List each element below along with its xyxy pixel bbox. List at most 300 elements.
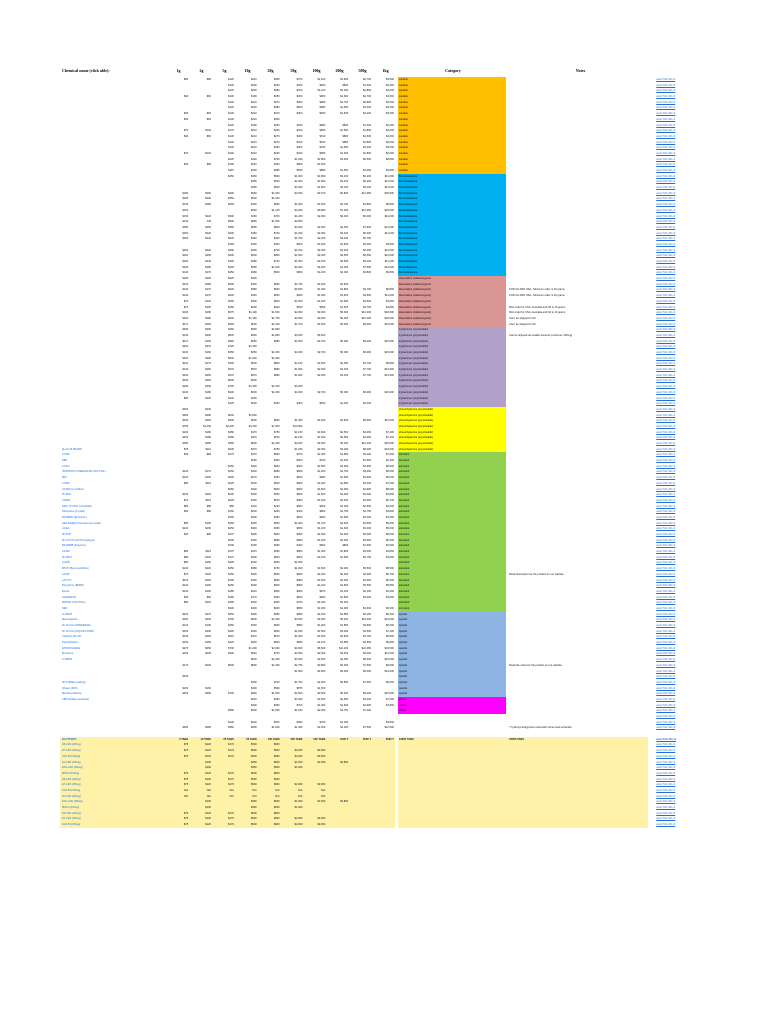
website-link[interactable]: www.TGC-RC.nl bbox=[656, 123, 676, 127]
website-link[interactable]: www.TGC-RC.nl bbox=[656, 794, 676, 798]
website-link[interactable]: www.TGC-RC.nl bbox=[656, 589, 676, 593]
website-link[interactable]: www.TGC-RC.nl bbox=[656, 442, 676, 445]
price-cell: $350 bbox=[250, 288, 257, 292]
blotter-name-cell[interactable]: ETH-LAD [150ug] bbox=[60, 765, 166, 771]
price-cell: $310 bbox=[296, 140, 303, 144]
price-cell: $170 bbox=[250, 595, 257, 599]
website-link[interactable]: www.TGC-RC.nl bbox=[656, 538, 676, 542]
website-link[interactable]: www.TGC-RC.nl bbox=[656, 282, 676, 286]
website-link[interactable]: www.TGC-RC.nl bbox=[656, 561, 676, 565]
website-link[interactable]: www.TGC-RC.nl bbox=[656, 459, 676, 463]
website-link[interactable]: www.TGC-RC.nl bbox=[656, 351, 676, 354]
website-link[interactable]: www.TGC-RC.nl bbox=[656, 777, 676, 781]
category-cell: opioids bbox=[398, 651, 506, 657]
price-cell: $350 bbox=[250, 186, 257, 190]
website-link[interactable]: www.TGC-RC.nl bbox=[656, 203, 676, 207]
blotter-price-cell: $500 bbox=[235, 811, 258, 817]
website-link[interactable]: www.TGC-RC.nl bbox=[656, 214, 676, 218]
price-cell: $6,200 bbox=[363, 174, 372, 178]
chemical-name-cell[interactable]: O-DSMT bbox=[62, 612, 73, 616]
price-cell: $6,750 bbox=[363, 237, 372, 241]
category-cell: tryptamines (psychedelic) bbox=[398, 396, 506, 402]
chemical-name-cell[interactable]: 3-FPM (crystalline) bbox=[62, 487, 84, 491]
website-link[interactable]: www.TGC-RC.nl bbox=[656, 430, 676, 434]
website-link[interactable]: www.TGC-RC.nl bbox=[656, 379, 676, 383]
website-link[interactable]: www.TGC-RC.nl bbox=[656, 333, 676, 337]
price-cell: $1,200 bbox=[294, 248, 303, 252]
price-cell: $7,500 bbox=[363, 663, 372, 667]
blotter-name-cell[interactable]: ALD-52 [150ug] bbox=[60, 822, 166, 828]
price-cell: $190 bbox=[228, 151, 234, 155]
price-cell: $5,000 bbox=[385, 578, 394, 582]
chemical-name-cell[interactable]: Eurolo bbox=[62, 589, 70, 593]
website-link[interactable]: www.TGC-RC.nl bbox=[656, 658, 676, 662]
chemical-name-cell[interactable]: a-PCYP bbox=[62, 578, 72, 582]
chemical-name-cell[interactable]: a-PHP bbox=[62, 572, 70, 576]
website-link[interactable]: www.TGC-RC.nl bbox=[656, 169, 676, 172]
chemical-name-cell[interactable]: Benzylone (BMDP) bbox=[62, 584, 85, 588]
website-link[interactable]: www.TGC-RC.nl bbox=[656, 811, 676, 815]
website-link[interactable]: www.TGC-RC.nl bbox=[656, 481, 676, 485]
price-cell: $140 bbox=[182, 220, 189, 224]
website-link[interactable]: www.TGC-RC.nl bbox=[656, 749, 676, 753]
price-cell: $2,500 bbox=[294, 618, 303, 622]
website-link[interactable]: www.TGC-RC.nl bbox=[656, 686, 676, 690]
website-link[interactable]: www.TGC-RC.nl bbox=[656, 157, 676, 161]
website-link[interactable]: www.TGC-RC.nl bbox=[656, 624, 676, 627]
website-link[interactable]: www.TGC-RC.nl bbox=[656, 248, 676, 252]
price-cell: $1,800 bbox=[271, 328, 280, 332]
blotter-name-cell[interactable]: MIPLA [150ug] bbox=[60, 771, 166, 777]
website-link[interactable]: www.TGC-RC.nl bbox=[656, 635, 676, 639]
website-link[interactable]: www.TGC-RC.nl bbox=[656, 646, 676, 650]
website-link[interactable]: www.TGC-RC.nl bbox=[656, 390, 676, 394]
website-link[interactable]: www.TGC-RC.nl bbox=[656, 606, 676, 610]
chemical-name-cell[interactable]: CBD (Isolate extracted) bbox=[62, 697, 89, 701]
price-cell: $450 bbox=[228, 328, 234, 332]
website-link[interactable]: www.TGC-RC.nl bbox=[656, 715, 676, 718]
blotter-price-cell: $179 bbox=[212, 777, 235, 783]
price-cell: $1,500 bbox=[340, 112, 349, 116]
chemical-name-cell[interactable]: 4-FEA bbox=[62, 527, 70, 531]
website-link[interactable]: www.TGC-RC.nl bbox=[656, 697, 676, 701]
website-link[interactable]: www.TGC-RC.nl bbox=[656, 447, 676, 451]
category-cell: Benzodiazepine bbox=[398, 179, 506, 185]
website-link[interactable]: www.TGC-RC.nl bbox=[656, 612, 676, 616]
website-link[interactable]: www.TGC-RC.nl bbox=[656, 237, 676, 241]
price-cell: $1,000 bbox=[317, 533, 326, 536]
blotter-price-cell: N/A bbox=[303, 794, 326, 800]
chemical-name-cell[interactable]: BK-EBDB (Eutylone) bbox=[62, 544, 86, 548]
website-link[interactable]: www.TGC-RC.nl bbox=[656, 572, 676, 576]
price-cell: $70 bbox=[183, 299, 189, 303]
blotter-price-cell: $179 bbox=[212, 822, 235, 828]
website-link[interactable]: www.TGC-RC.nl bbox=[656, 174, 676, 178]
category-cell: stimulant bbox=[398, 566, 506, 572]
price-cell: $1,000 bbox=[271, 726, 280, 730]
price-cell: $1,600 bbox=[363, 83, 372, 87]
chemical-name-cell[interactable]: 2H-2C-B (BOHB) bbox=[62, 447, 82, 451]
chemical-name-cell[interactable]: 3-MMC bbox=[62, 498, 71, 502]
price-cell: $4,500 bbox=[385, 504, 394, 508]
chemical-name-cell[interactable]: ETONITAZENE bbox=[62, 646, 80, 650]
website-link[interactable]: www.TGC-RC.nl bbox=[656, 95, 676, 99]
website-link[interactable]: www.TGC-RC.nl bbox=[656, 675, 676, 679]
header-notes: Notes bbox=[575, 68, 586, 73]
blotter-name-cell[interactable]: ALD-52 [150ug] bbox=[60, 754, 166, 760]
price-cell: $117 bbox=[182, 322, 189, 326]
price-cell: $3,800 bbox=[317, 663, 326, 667]
price-cell: $150 bbox=[182, 237, 189, 241]
website-link[interactable]: www.TGC-RC.nl bbox=[656, 680, 676, 684]
chemical-name-cell[interactable]: EBK bbox=[62, 459, 68, 463]
price-cell: $360 bbox=[273, 146, 280, 150]
website-link[interactable]: www.TGC-RC.nl bbox=[656, 470, 676, 474]
price-cell: $360 bbox=[182, 726, 189, 730]
price-cell: $350 bbox=[228, 225, 234, 229]
blotter-name-cell[interactable]: 1B-LSD [125ug] bbox=[60, 811, 166, 817]
website-link[interactable]: www.TGC-RC.nl bbox=[656, 299, 676, 303]
website-link[interactable]: www.TGC-RC.nl bbox=[656, 823, 676, 827]
category-cell: Benzodiazepine bbox=[398, 270, 506, 276]
website-link[interactable]: www.TGC-RC.nl bbox=[656, 89, 676, 93]
website-link[interactable]: www.TGC-RC.nl bbox=[656, 134, 676, 138]
website-link[interactable]: www.TGC-RC.nl bbox=[656, 220, 676, 224]
blotter-name-cell[interactable]: 1P-LSD [150ug] bbox=[60, 782, 166, 788]
blotter-price-cell: $3,800 bbox=[326, 799, 349, 805]
website-link[interactable]: www.TGC-RC.nl bbox=[656, 709, 676, 713]
price-cell: $3,400 bbox=[385, 589, 394, 593]
chemical-name-cell[interactable]: MTP (MMF analoug) bbox=[62, 680, 86, 684]
website-link[interactable]: www.TGC-RC.nl bbox=[656, 737, 677, 741]
chemical-name-cell[interactable]: 3-FMA bbox=[62, 550, 70, 554]
website-link[interactable]: www.TGC-RC.nl bbox=[656, 146, 676, 150]
category-cell: opioids bbox=[398, 669, 506, 675]
website-link[interactable]: www.TGC-RC.nl bbox=[656, 800, 676, 804]
website-link[interactable]: www.TGC-RC.nl bbox=[656, 669, 676, 673]
chemical-name-cell[interactable]: BTCP (Benzocyclidine) bbox=[62, 567, 89, 571]
website-link[interactable]: www.TGC-RC.nl bbox=[656, 578, 676, 582]
price-cell: $140 bbox=[182, 271, 189, 275]
website-link[interactable]: www.TGC-RC.nl bbox=[656, 652, 676, 656]
blotter-name-cell[interactable]: 1D-LSD [150ug] bbox=[60, 760, 166, 766]
price-cell: $210 bbox=[250, 100, 257, 104]
chemical-name-cell[interactable]: Piperidylethon bbox=[62, 641, 79, 645]
price-cell: $1,150 bbox=[294, 436, 303, 440]
chemical-name-cell[interactable]: 2-FMA bbox=[62, 481, 70, 485]
website-link[interactable]: www.TGC-RC.nl bbox=[656, 225, 676, 229]
website-link[interactable]: www.TGC-RC.nl bbox=[656, 692, 676, 696]
chemical-name-cell[interactable]: 4-APB bbox=[62, 561, 70, 565]
price-cell: $500 bbox=[273, 624, 280, 627]
website-link[interactable]: www.TGC-RC.nl bbox=[656, 151, 676, 155]
price-cell: $500 bbox=[273, 180, 280, 184]
price-cell: $900 bbox=[296, 487, 303, 491]
price-cell: $900 bbox=[319, 504, 326, 508]
price-cell: $570 bbox=[273, 635, 280, 639]
price-cell: $80 bbox=[206, 163, 212, 167]
website-link[interactable]: www.TGC-RC.nl bbox=[656, 419, 676, 423]
chemical-name-cell[interactable]: Metodesnitazene bbox=[62, 692, 82, 696]
website-link[interactable]: www.TGC-RC.nl bbox=[656, 311, 676, 315]
price-cell: $11,000 bbox=[384, 214, 394, 218]
chemical-name-cell[interactable]: Metonitazene bbox=[62, 618, 78, 622]
price-cell: $120 bbox=[182, 282, 189, 286]
price-cell: $1,000 bbox=[294, 697, 303, 701]
price-cell: $400 bbox=[250, 686, 257, 690]
price-cell: $2,000 bbox=[294, 316, 303, 320]
website-link[interactable]: www.TGC-RC.nl bbox=[656, 373, 676, 377]
blotter-name-cell[interactable]: MIPLA [150ug] bbox=[60, 805, 166, 811]
chemical-name-cell[interactable]: MDPHP (CRYSTAL) bbox=[62, 601, 86, 605]
website-link[interactable]: www.TGC-RC.nl bbox=[656, 345, 676, 349]
price-cell: $1,600 bbox=[294, 225, 303, 229]
website-link[interactable]: www.TGC-RC.nl bbox=[656, 515, 676, 519]
website-link[interactable]: www.TGC-RC.nl bbox=[656, 112, 676, 116]
website-link[interactable]: www.TGC-RC.nl bbox=[656, 294, 676, 298]
website-link[interactable]: www.TGC-RC.nl bbox=[656, 140, 676, 144]
price-cell: $1,850 bbox=[340, 612, 349, 616]
blotter-name-cell[interactable]: 1B-LSD [125ug] bbox=[60, 742, 166, 748]
price-cell: $250 bbox=[228, 487, 234, 491]
chemical-name-cell[interactable]: 2F-Viminol (FREEBASE) bbox=[62, 624, 91, 627]
website-link[interactable]: www.TGC-RC.nl bbox=[656, 487, 676, 491]
website-link[interactable]: www.TGC-RC.nl bbox=[656, 771, 676, 775]
price-cell: $540 bbox=[228, 356, 234, 360]
website-link[interactable]: www.TGC-RC.nl bbox=[656, 271, 676, 275]
category-cell: canabis bbox=[398, 157, 506, 163]
website-link[interactable]: www.TGC-RC.nl bbox=[656, 720, 676, 724]
price-cell: $1,700 bbox=[294, 237, 303, 241]
price-cell: $300 bbox=[228, 282, 234, 286]
blotter-name-cell[interactable]: ALD-52 [150ug] bbox=[60, 788, 166, 794]
price-cell: $300 bbox=[250, 538, 257, 542]
blotter-price-cell: $179 bbox=[212, 742, 235, 748]
price-cell: $200 bbox=[250, 396, 257, 400]
website-link[interactable]: www.TGC-RC.nl bbox=[656, 231, 676, 235]
price-cell: $1,200 bbox=[294, 214, 303, 218]
price-cell: $400 bbox=[205, 385, 212, 389]
category-cell: Benzodiazepine bbox=[398, 185, 506, 191]
website-link[interactable]: www.TGC-RC.nl bbox=[656, 595, 676, 599]
chemical-name-cell[interactable]: Dibutylone (Crystal) bbox=[62, 510, 85, 514]
website-link[interactable]: www.TGC-RC.nl bbox=[656, 504, 676, 508]
blotter-name-cell[interactable]: 1B-LSD [125ug] bbox=[60, 777, 166, 783]
price-cell: $5,000 bbox=[363, 669, 372, 673]
price-cell: $2,500 bbox=[363, 504, 372, 508]
website-link[interactable]: www.TGC-RC.nl bbox=[656, 180, 676, 184]
website-link[interactable]: www.TGC-RC.nl bbox=[656, 521, 676, 525]
chemical-name-cell[interactable]: HLEFERON bbox=[62, 595, 77, 599]
website-link[interactable]: www.TGC-RC.nl bbox=[656, 555, 676, 559]
website-link[interactable]: www.TGC-RC.nl bbox=[656, 629, 676, 633]
website-link[interactable]: www.TGC-RC.nl bbox=[656, 305, 676, 309]
website-link[interactable]: www.TGC-RC.nl bbox=[656, 413, 676, 417]
chemical-name-cell[interactable]: 3-Methyl-AP-237 bbox=[62, 635, 82, 639]
website-link[interactable]: www.TGC-RC.nl bbox=[656, 368, 676, 372]
website-link[interactable]: www.TGC-RC.nl bbox=[656, 197, 676, 201]
price-cell: $300 bbox=[250, 498, 257, 502]
price-cell: $1,100 bbox=[317, 89, 326, 93]
price-cell: $250 bbox=[205, 368, 212, 372]
chemical-name-cell[interactable]: NEP bbox=[62, 606, 68, 610]
chemical-name-cell[interactable]: 4F-EPH bbox=[62, 493, 72, 497]
blotter-name-cell[interactable]: ETH-LAD [150ug] bbox=[60, 799, 166, 805]
website-link[interactable]: www.TGC-RC.nl bbox=[656, 766, 676, 770]
website-link[interactable]: www.TGC-RC.nl bbox=[656, 760, 676, 764]
price-cell: $220 bbox=[205, 214, 212, 218]
website-link[interactable]: www.TGC-RC.nl bbox=[656, 362, 676, 366]
price-cell: $1,200 bbox=[317, 572, 326, 576]
chemical-name-cell[interactable]: 4-FMA bbox=[62, 453, 70, 457]
website-link[interactable]: www.TGC-RC.nl bbox=[656, 163, 676, 167]
website-link[interactable]: www.TGC-RC.nl bbox=[656, 117, 676, 121]
website-link[interactable]: www.TGC-RC.nl bbox=[656, 788, 676, 792]
website-link[interactable]: www.TGC-RC.nl bbox=[656, 754, 676, 758]
price-cell: $700 bbox=[273, 680, 280, 684]
website-link[interactable]: www.TGC-RC.nl bbox=[656, 242, 676, 246]
price-cell: $800 bbox=[342, 83, 349, 87]
category-cell: tryptamines (psychedelic) bbox=[398, 367, 506, 373]
price-cell: $30 bbox=[183, 453, 189, 457]
website-link[interactable]: www.TGC-RC.nl bbox=[656, 601, 676, 605]
price-cell: $160 bbox=[182, 265, 189, 269]
price-cell: $6,800 bbox=[340, 191, 349, 195]
category-cell: Benzodiazepine bbox=[398, 236, 506, 242]
price-cell: $250 bbox=[228, 174, 234, 178]
website-link[interactable]: www.TGC-RC.nl bbox=[656, 544, 676, 548]
website-link[interactable]: www.TGC-RC.nl bbox=[656, 550, 676, 554]
website-link[interactable]: www.TGC-RC.nl bbox=[656, 106, 676, 110]
price-cell: $3,800 bbox=[363, 271, 372, 275]
website-link[interactable]: www.TGC-RC.nl bbox=[656, 260, 676, 263]
chemical-name-cell[interactable]: 5F-PVP bbox=[62, 533, 72, 536]
category-cell: stimulant bbox=[398, 549, 506, 555]
website-link[interactable]: www.TGC-RC.nl bbox=[656, 328, 676, 332]
price-cell: $1,600 bbox=[317, 430, 326, 434]
website-link[interactable]: www.TGC-RC.nl bbox=[656, 83, 676, 87]
category-cell: canabis bbox=[398, 88, 506, 94]
website-link[interactable]: www.TGC-RC.nl bbox=[656, 402, 676, 406]
website-link[interactable]: www.TGC-RC.nl bbox=[656, 407, 676, 411]
chemical-name-cell[interactable]: DMC (SYNTH COCAINE) bbox=[62, 504, 92, 508]
price-cell: $300 bbox=[228, 362, 234, 366]
price-cell: $4,800 bbox=[385, 550, 394, 554]
website-link[interactable]: www.TGC-RC.nl bbox=[656, 783, 676, 787]
price-cell: $2,000 bbox=[271, 646, 280, 650]
price-cell: $800 bbox=[342, 123, 349, 127]
price-cell: $230 bbox=[250, 106, 257, 110]
chemical-name-cell[interactable]: MPy bbox=[62, 476, 68, 480]
category-cell: phenethylamine (psychedelic) bbox=[398, 413, 506, 419]
website-link[interactable]: www.TGC-RC.nl bbox=[656, 703, 676, 707]
website-link[interactable]: www.TGC-RC.nl bbox=[656, 191, 676, 195]
price-cell: $520 bbox=[273, 641, 280, 645]
header-col-2g: 2g bbox=[199, 68, 204, 73]
website-link[interactable]: www.TGC-RC.nl bbox=[656, 424, 676, 428]
price-cell: $300 bbox=[250, 578, 257, 582]
website-link[interactable]: www.TGC-RC.nl bbox=[656, 100, 676, 104]
price-cell: $400 bbox=[250, 299, 257, 303]
website-link[interactable]: www.TGC-RC.nl bbox=[656, 316, 676, 320]
website-link[interactable]: www.TGC-RC.nl bbox=[656, 743, 676, 747]
price-cell: $1,500 bbox=[271, 618, 280, 622]
category-cell: phenethylamine (psychedelic) bbox=[398, 435, 506, 441]
website-link[interactable]: www.TGC-RC.nl bbox=[656, 618, 676, 622]
website-link[interactable]: www.TGC-RC.nl bbox=[656, 493, 676, 497]
category-cell: others bbox=[398, 708, 506, 714]
website-link[interactable]: www.TGC-RC.nl bbox=[656, 476, 676, 480]
price-cell: $150 bbox=[182, 231, 189, 235]
website-link[interactable]: www.TGC-RC.nl bbox=[656, 129, 676, 133]
website-link[interactable]: www.TGC-RC.nl bbox=[656, 498, 676, 502]
chemical-name-cell[interactable]: HEX-EN(Ethyl Hexedrone powder bbox=[62, 521, 102, 525]
website-link[interactable]: www.TGC-RC.nl bbox=[656, 726, 676, 730]
website-link[interactable]: www.TGC-RC.nl bbox=[656, 527, 676, 531]
chemical-name-cell[interactable]: 4-FPO bbox=[62, 464, 70, 468]
website-link[interactable]: www.TGC-RC.nl bbox=[656, 584, 676, 588]
price-cell: $570 bbox=[250, 368, 257, 372]
website-link[interactable]: www.TGC-RC.nl bbox=[656, 567, 676, 571]
blotter-name-cell[interactable]: 1P-LSD [150ug] bbox=[60, 816, 166, 822]
website-link[interactable]: www.TGC-RC.nl bbox=[656, 817, 676, 821]
price-cell: $140 bbox=[182, 368, 189, 372]
website-link[interactable]: www.TGC-RC.nl bbox=[656, 663, 676, 667]
website-link[interactable]: www.TGC-RC.nl bbox=[656, 453, 676, 457]
price-cell: $150 bbox=[228, 305, 234, 309]
chemical-name-cell[interactable]: U-48800 bbox=[62, 658, 72, 662]
chemical-name-cell[interactable]: Brorphine bbox=[62, 652, 74, 656]
chemical-name-cell[interactable]: 2F-Viminol (LIQUID FORM) bbox=[62, 629, 94, 633]
website-link[interactable]: www.TGC-RC.nl bbox=[656, 208, 676, 212]
price-cell: $2,300 bbox=[340, 498, 349, 502]
website-link[interactable]: www.TGC-RC.nl bbox=[656, 186, 676, 190]
price-cell: $850 bbox=[296, 641, 303, 645]
website-link[interactable]: www.TGC-RC.nl bbox=[656, 288, 676, 292]
website-link[interactable]: www.TGC-RC.nl bbox=[656, 641, 676, 645]
chemical-name-cell[interactable]: 4F-MPH bbox=[62, 555, 72, 559]
website-link[interactable]: www.TGC-RC.nl bbox=[656, 510, 676, 514]
website-link[interactable]: www.TGC-RC.nl bbox=[656, 464, 676, 468]
website-link[interactable]: www.TGC-RC.nl bbox=[656, 254, 676, 258]
price-cell: $3,100 bbox=[340, 174, 349, 178]
price-cell: $1,600 bbox=[340, 242, 349, 246]
category-cell: opioids bbox=[398, 680, 506, 686]
price-cell: $300 bbox=[228, 231, 234, 235]
website-link[interactable]: www.TGC-RC.nl bbox=[656, 385, 676, 389]
website-link[interactable]: www.TGC-RC.nl bbox=[656, 265, 676, 269]
blotter-name-cell[interactable]: 1P-LSD [150ug] bbox=[60, 748, 166, 754]
price-cell: $10,000 bbox=[361, 316, 372, 320]
website-link[interactable]: www.TGC-RC.nl bbox=[656, 396, 676, 400]
chemical-name-cell[interactable]: ISOPROPYLPHENIDATE (CRYSTAL) bbox=[62, 470, 106, 474]
price-cell: $300 bbox=[250, 242, 257, 246]
website-link[interactable]: www.TGC-RC.nl bbox=[656, 356, 676, 360]
chemical-name-cell[interactable]: Dhaten (MIX) bbox=[62, 686, 78, 690]
chemical-name-cell[interactable]: 3F-A-PVP (4-PVP analogue) bbox=[62, 538, 95, 542]
website-link[interactable]: www.TGC-RC.nl bbox=[656, 322, 676, 326]
price-cell: $230 bbox=[205, 407, 212, 411]
website-link[interactable]: www.TGC-RC.nl bbox=[656, 339, 676, 343]
website-link[interactable]: www.TGC-RC.nl bbox=[656, 277, 676, 281]
chemical-name-cell[interactable]: BK-EBDP (Ephylone) bbox=[62, 515, 87, 519]
price-cell: $270 bbox=[273, 134, 280, 138]
website-link[interactable]: www.TGC-RC.nl bbox=[656, 533, 676, 536]
website-link[interactable]: www.TGC-RC.nl bbox=[656, 436, 676, 440]
website-link[interactable]: www.TGC-RC.nl bbox=[656, 78, 676, 81]
blotter-name-cell[interactable]: 1D-LSD [150ug] bbox=[60, 794, 166, 800]
website-link[interactable]: www.TGC-RC.nl bbox=[656, 806, 676, 809]
